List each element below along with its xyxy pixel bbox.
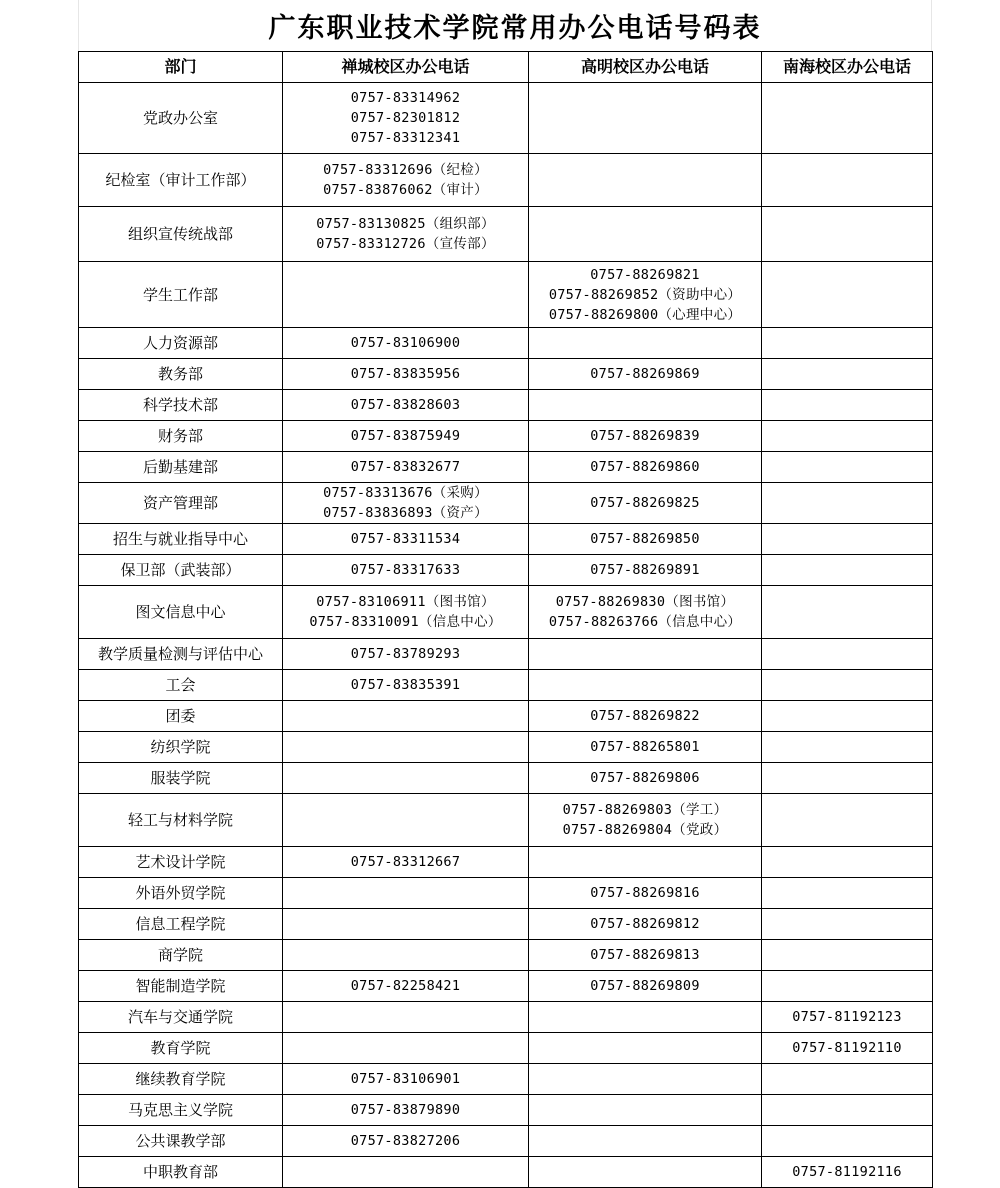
chancheng-phone-cell: [283, 732, 529, 763]
gaoming-phone-cell: [529, 1064, 762, 1095]
table-row: [79, 909, 933, 940]
chancheng-phone-cell: [283, 421, 529, 452]
table-row: [79, 390, 933, 421]
department-cell: 科学技术部: [79, 390, 283, 421]
gaoming-phone-cell: [529, 262, 762, 328]
phone-number: 0757-83106900: [350, 335, 461, 351]
phone-number: 0757-88269860: [590, 459, 700, 475]
phone-number: 0757-83835391: [350, 677, 461, 693]
header-gaoming-phone: 高明校区办公电话: [529, 52, 762, 83]
nanhai-phone-cell: [762, 1157, 933, 1188]
phone-number: 0757-88269821: [590, 266, 700, 283]
nanhai-phone-cell: [762, 909, 933, 940]
department-cell: 工会: [79, 670, 283, 701]
phone-number: 0757-88263766（信息中心）: [548, 614, 742, 630]
phone-number: 0757-83827206: [350, 1133, 461, 1149]
header-row: [79, 52, 933, 83]
table-row: [79, 847, 933, 878]
phone-number: 0757-88265801: [590, 739, 700, 755]
nanhai-phone-cell: [762, 524, 933, 555]
phone-number: 0757-88269852（资助中心）: [548, 286, 742, 303]
nanhai-phone-cell: [762, 732, 933, 763]
table-row: [79, 670, 933, 701]
table-row: [79, 83, 933, 154]
phone-number: 0757-83314962: [350, 90, 461, 106]
chancheng-phone-cell: [283, 1095, 529, 1126]
nanhai-phone-cell: [762, 359, 933, 390]
nanhai-phone-cell: [762, 555, 933, 586]
phone-directory-sheet: [78, 0, 932, 1182]
phone-number: 0757-81192123: [792, 1009, 902, 1025]
page-title: 广东职业技术学院常用办公电话号码表: [268, 13, 762, 44]
nanhai-phone-cell: [762, 154, 933, 207]
gaoming-phone-cell: [529, 421, 762, 452]
phone-number: 0757-83836893（资产）: [323, 505, 488, 521]
table-row: [79, 639, 933, 670]
department-cell: 人力资源部: [79, 328, 283, 359]
gaoming-phone-cell: [529, 328, 762, 359]
gaoming-phone-cell: [529, 359, 762, 390]
header-nanhai-phone: 南海校区办公电话: [762, 52, 933, 83]
phone-number: 0757-83879890: [350, 1102, 461, 1118]
phone-number: 0757-83312726（宣传部）: [316, 236, 495, 252]
phone-number: 0757-83832677: [350, 459, 461, 475]
chancheng-phone-cell: [283, 1064, 529, 1095]
chancheng-phone-cell: [283, 262, 529, 328]
phone-number: 0757-81192110: [792, 1040, 902, 1056]
department-cell: 图文信息中心: [79, 586, 283, 639]
table-row: [79, 1126, 933, 1157]
phone-number: 0757-88269812: [590, 916, 700, 932]
chancheng-phone-cell: [283, 794, 529, 847]
nanhai-phone-cell: [762, 940, 933, 971]
table-row: [79, 586, 933, 639]
gaoming-phone-cell: [529, 878, 762, 909]
department-cell: 艺术设计学院: [79, 847, 283, 878]
department-cell: 财务部: [79, 421, 283, 452]
header-department: 部门: [79, 52, 283, 83]
nanhai-phone-cell: [762, 328, 933, 359]
phone-number: 0757-88269803（学工）: [562, 802, 728, 818]
chancheng-phone-cell: [283, 154, 529, 207]
chancheng-phone-cell: [283, 909, 529, 940]
table-row: [79, 701, 933, 732]
header-chancheng-phone: 禅城校区办公电话: [283, 52, 529, 83]
gaoming-phone-cell: [529, 909, 762, 940]
phone-number: 0757-88269825: [590, 495, 700, 511]
gaoming-phone-cell: [529, 390, 762, 421]
department-cell: 组织宣传统战部: [79, 207, 283, 262]
table-row: [79, 878, 933, 909]
phone-number: 0757-88269850: [590, 531, 700, 547]
table-row: [79, 421, 933, 452]
gaoming-phone-cell: [529, 732, 762, 763]
chancheng-phone-cell: [283, 483, 529, 524]
chancheng-phone-cell: [283, 555, 529, 586]
gaoming-phone-cell: [529, 555, 762, 586]
gaoming-phone-cell: [529, 154, 762, 207]
phone-number: 0757-88269813: [590, 947, 700, 963]
chancheng-phone-cell: [283, 847, 529, 878]
department-cell: 马克思主义学院: [79, 1095, 283, 1126]
department-cell: 团委: [79, 701, 283, 732]
phone-number: 0757-88269830（图书馆）: [555, 594, 735, 610]
chancheng-phone-cell: [283, 1126, 529, 1157]
phone-number: 0757-83875949: [350, 428, 461, 444]
phone-number: 0757-83789293: [350, 646, 461, 662]
chancheng-phone-cell: [283, 207, 529, 262]
table-row: [79, 763, 933, 794]
table-row: [79, 555, 933, 586]
phone-number: 0757-83310091（信息中心）: [309, 614, 502, 630]
chancheng-phone-cell: [283, 639, 529, 670]
nanhai-phone-cell: [762, 763, 933, 794]
phone-number: 0757-81192116: [792, 1164, 902, 1180]
gaoming-phone-cell: [529, 670, 762, 701]
table-row: [79, 940, 933, 971]
nanhai-phone-cell: [762, 1095, 933, 1126]
chancheng-phone-cell: [283, 878, 529, 909]
table-row: [79, 359, 933, 390]
phone-number: 0757-83106911（图书馆）: [316, 594, 495, 610]
phone-number: 0757-83876062（审计）: [323, 182, 488, 198]
phone-number: 0757-82258421: [350, 978, 461, 994]
table-row: [79, 1064, 933, 1095]
nanhai-phone-cell: [762, 452, 933, 483]
department-cell: 后勤基建部: [79, 452, 283, 483]
nanhai-phone-cell: [762, 670, 933, 701]
table-row: [79, 1002, 933, 1033]
phone-number: 0757-83130825（组织部）: [316, 216, 495, 232]
chancheng-phone-cell: [283, 328, 529, 359]
department-cell: 公共课教学部: [79, 1126, 283, 1157]
gaoming-phone-cell: [529, 794, 762, 847]
department-cell: 外语外贸学院: [79, 878, 283, 909]
nanhai-phone-cell: [762, 1033, 933, 1064]
title-row: [78, 0, 932, 51]
phone-number: 0757-83312341: [350, 130, 461, 146]
chancheng-phone-cell: [283, 670, 529, 701]
nanhai-phone-cell: [762, 639, 933, 670]
department-cell: 学生工作部: [79, 262, 283, 328]
department-cell: 信息工程学院: [79, 909, 283, 940]
nanhai-phone-cell: [762, 794, 933, 847]
department-cell: 服装学院: [79, 763, 283, 794]
phone-number: 0757-88269809: [590, 978, 700, 994]
phone-number: 0757-88269822: [590, 708, 700, 724]
chancheng-phone-cell: [283, 971, 529, 1002]
gaoming-phone-cell: [529, 1126, 762, 1157]
nanhai-phone-cell: [762, 390, 933, 421]
phone-number: 0757-83313676（采购）: [323, 485, 488, 501]
phone-number: 0757-88269839: [590, 428, 700, 444]
nanhai-phone-cell: [762, 878, 933, 909]
department-cell: 教务部: [79, 359, 283, 390]
department-cell: 继续教育学院: [79, 1064, 283, 1095]
department-cell: 教育学院: [79, 1033, 283, 1064]
department-cell: 招生与就业指导中心: [79, 524, 283, 555]
gaoming-phone-cell: [529, 452, 762, 483]
phone-number: 0757-82301812: [350, 110, 461, 126]
chancheng-phone-cell: [283, 763, 529, 794]
phone-number: 0757-83828603: [350, 397, 461, 413]
chancheng-phone-cell: [283, 390, 529, 421]
nanhai-phone-cell: [762, 701, 933, 732]
chancheng-phone-cell: [283, 940, 529, 971]
table-row: [79, 207, 933, 262]
table-row: [79, 452, 933, 483]
chancheng-phone-cell: [283, 701, 529, 732]
department-cell: 智能制造学院: [79, 971, 283, 1002]
gaoming-phone-cell: [529, 1033, 762, 1064]
chancheng-phone-cell: [283, 83, 529, 154]
gaoming-phone-cell: [529, 207, 762, 262]
nanhai-phone-cell: [762, 421, 933, 452]
gaoming-phone-cell: [529, 586, 762, 639]
gaoming-phone-cell: [529, 971, 762, 1002]
table-row: [79, 732, 933, 763]
department-cell: 教学质量检测与评估中心: [79, 639, 283, 670]
nanhai-phone-cell: [762, 847, 933, 878]
table-row: [79, 1157, 933, 1188]
table-row: [79, 483, 933, 524]
table-row: [79, 154, 933, 207]
nanhai-phone-cell: [762, 586, 933, 639]
gaoming-phone-cell: [529, 639, 762, 670]
department-cell: 资产管理部: [79, 483, 283, 524]
table-row: [79, 1033, 933, 1064]
phone-number: 0757-83312667: [350, 854, 461, 870]
nanhai-phone-cell: [762, 1126, 933, 1157]
gaoming-phone-cell: [529, 940, 762, 971]
nanhai-phone-cell: [762, 1002, 933, 1033]
gaoming-phone-cell: [529, 483, 762, 524]
department-cell: 中职教育部: [79, 1157, 283, 1188]
chancheng-phone-cell: [283, 1033, 529, 1064]
table-row: [79, 1095, 933, 1126]
chancheng-phone-cell: [283, 586, 529, 639]
phone-table: [78, 51, 933, 1188]
phone-number: 0757-83106901: [350, 1071, 461, 1087]
nanhai-phone-cell: [762, 207, 933, 262]
table-row: [79, 794, 933, 847]
nanhai-phone-cell: [762, 83, 933, 154]
department-cell: 党政办公室: [79, 83, 283, 154]
phone-number: 0757-88269800（心理中心）: [548, 306, 742, 323]
chancheng-phone-cell: [283, 1002, 529, 1033]
gaoming-phone-cell: [529, 701, 762, 732]
chancheng-phone-cell: [283, 524, 529, 555]
department-cell: 纪检室（审计工作部）: [79, 154, 283, 207]
phone-number: 0757-88269816: [590, 885, 700, 901]
table-row: [79, 971, 933, 1002]
phone-number: 0757-83317633: [350, 562, 461, 578]
gaoming-phone-cell: [529, 1095, 762, 1126]
chancheng-phone-cell: [283, 359, 529, 390]
table-body: [79, 83, 933, 1188]
phone-number: 0757-88269804（党政）: [562, 822, 728, 838]
phone-number: 0757-83311534: [350, 531, 461, 547]
department-cell: 纺织学院: [79, 732, 283, 763]
department-cell: 保卫部（武装部）: [79, 555, 283, 586]
gaoming-phone-cell: [529, 1002, 762, 1033]
gaoming-phone-cell: [529, 1157, 762, 1188]
nanhai-phone-cell: [762, 262, 933, 328]
phone-number: 0757-83312696（纪检）: [323, 162, 488, 178]
table-row: [79, 524, 933, 555]
table-row: [79, 262, 933, 328]
department-cell: 商学院: [79, 940, 283, 971]
gaoming-phone-cell: [529, 847, 762, 878]
gaoming-phone-cell: [529, 83, 762, 154]
nanhai-phone-cell: [762, 971, 933, 1002]
nanhai-phone-cell: [762, 1064, 933, 1095]
department-cell: 汽车与交通学院: [79, 1002, 283, 1033]
table-row: [79, 328, 933, 359]
department-cell: 轻工与材料学院: [79, 794, 283, 847]
gaoming-phone-cell: [529, 524, 762, 555]
gaoming-phone-cell: [529, 763, 762, 794]
nanhai-phone-cell: [762, 483, 933, 524]
chancheng-phone-cell: [283, 1157, 529, 1188]
phone-number: 0757-88269806: [590, 770, 700, 786]
phone-number: 0757-88269891: [590, 562, 700, 578]
phone-number: 0757-88269869: [590, 366, 700, 382]
chancheng-phone-cell: [283, 452, 529, 483]
phone-number: 0757-83835956: [350, 366, 461, 382]
